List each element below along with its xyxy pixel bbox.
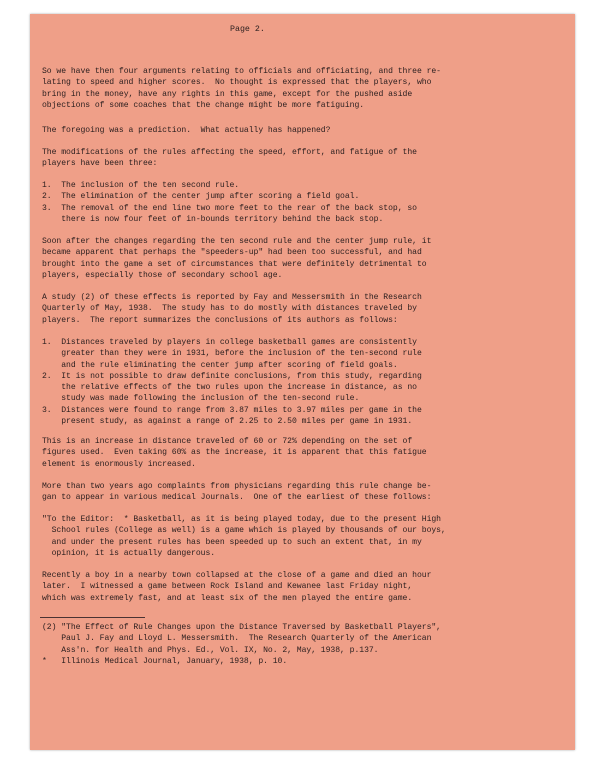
text-line: 2. It is not possible to draw definite conclusions, from this study, regarding — [42, 371, 422, 381]
text-line: lating to speed and higher scores. No thought is expressed that the players, who — [42, 78, 432, 88]
text-line: players, especially those of secondary school age. — [42, 270, 283, 280]
paragraph — [42, 570, 512, 604]
text-line: 1. The inclusion of the ten second rule. — [42, 181, 240, 190]
numbered-list — [42, 180, 512, 225]
text-line: became apparent that perhaps the "speeders-up" had been too successful, and had — [42, 248, 422, 258]
paragraph — [42, 236, 512, 281]
text-line: 2. The elimination of the center jump after scoring a field goal. — [42, 192, 360, 202]
text-line: element is enormously increased. — [42, 459, 196, 469]
text-line: School rules (College as well) is a game which is played by thousands of our boys, — [42, 526, 446, 536]
text-line: (2) "The Effect of Rule Changes upon the Distance Traversed by Basketball Players", — [42, 623, 441, 632]
text-line: This is an increase in distance traveled of 60 or 72% depending on the set of — [42, 437, 413, 446]
text-line: brought into the game a set of circumstances that were definitely detrimental to — [42, 259, 427, 269]
text-line: later. I witnessed a game between Rock Island and Kewanee last Friday night, — [42, 582, 413, 592]
quoted-letter — [42, 514, 512, 559]
text-line: and under the present rules has been speeded up to such an extent that, in my — [42, 537, 422, 547]
text-line: The foregoing was a prediction. What actually has happened? — [42, 126, 331, 135]
text-line: study was made following the inclusion of the ten-second rule. — [42, 394, 360, 404]
numbered-list — [42, 337, 512, 427]
text-line: * Illinois Medical Journal, January, 1938, p. 10. — [42, 656, 288, 666]
footnotes — [42, 622, 512, 667]
text-line: 3. The removal of the end line two more feet to the rear of the back stop, so — [42, 203, 417, 213]
text-line: greater than they were in 1931, before the inclusion of the ten-second rule — [42, 349, 422, 359]
text-line: present study, as against a range of 2.25 to 2.50 miles per game in 1931. — [42, 417, 413, 427]
text-line: Ass'n. for Health and Phys. Ed., Vol. IX, No. 2, May, 1938, p.137. — [42, 645, 379, 655]
text-line: So we have then four arguments relating to officials and officiating, and three re- — [42, 67, 441, 76]
text-line: figures used. Even taking 60% as the increase, it is apparent that this fatigue — [42, 448, 427, 458]
paragraph — [42, 292, 512, 326]
text-line: Soon after the changes regarding the ten second rule and the center jump rule, it — [42, 237, 432, 246]
text-line: players. The report summarizes the conclusions of its authors as follows: — [42, 315, 398, 325]
text-line: there is now four feet of in-bounds territory behind the back stop. — [42, 214, 384, 224]
page-number: Page 2. — [230, 25, 265, 34]
text-line: Recently a boy in a nearby town collapsed at the close of a game and died an hour — [42, 571, 432, 580]
paragraph — [42, 125, 512, 136]
text-line: which was extremely fast, and at least six of the men played the entire game. — [42, 593, 413, 603]
text-line: the relative effects of the two rules upon the increase in distance, as no — [42, 383, 417, 393]
text-line: Paul J. Fay and Lloyd L. Messersmith. The Research Quarterly of the American — [42, 634, 432, 644]
text-line: Quarterly of May, 1938. The study has to do mostly with distances traveled by — [42, 304, 417, 314]
text-line: A study (2) of these effects is reported by Fay and Messersmith in the Research — [42, 293, 422, 302]
text-line: 1. Distances traveled by players in college basketball games are consistently — [42, 338, 417, 347]
text-line: and the rule eliminating the center jump after scoring of field goals. — [42, 360, 398, 370]
paragraph — [42, 147, 512, 170]
text-line: More than two years ago complaints from physicians regarding this rule change be- — [42, 482, 432, 491]
paragraph — [42, 436, 512, 470]
text-line: opinion, it is actually dangerous. — [42, 548, 216, 558]
text-line: "To the Editor: * Basketball, as it is being played today, due to the present High — [42, 515, 441, 524]
text-line: bring in the money, have any rights in this game, except for the pushed aside — [42, 89, 413, 99]
text-line: The modifications of the rules affecting the speed, effort, and fatigue of the — [42, 148, 417, 157]
paragraph — [42, 481, 512, 504]
text-line: players have been three: — [42, 159, 158, 169]
footnote-divider — [40, 617, 145, 618]
text-line: gan to appear in various medical Journals. One of the earliest of these follows: — [42, 493, 432, 503]
text-line: objections of some coaches that the change might be more fatiguing. — [42, 100, 365, 110]
paragraph — [42, 66, 512, 111]
text-line: 3. Distances were found to range from 3.87 miles to 3.97 miles per game in the — [42, 405, 422, 415]
